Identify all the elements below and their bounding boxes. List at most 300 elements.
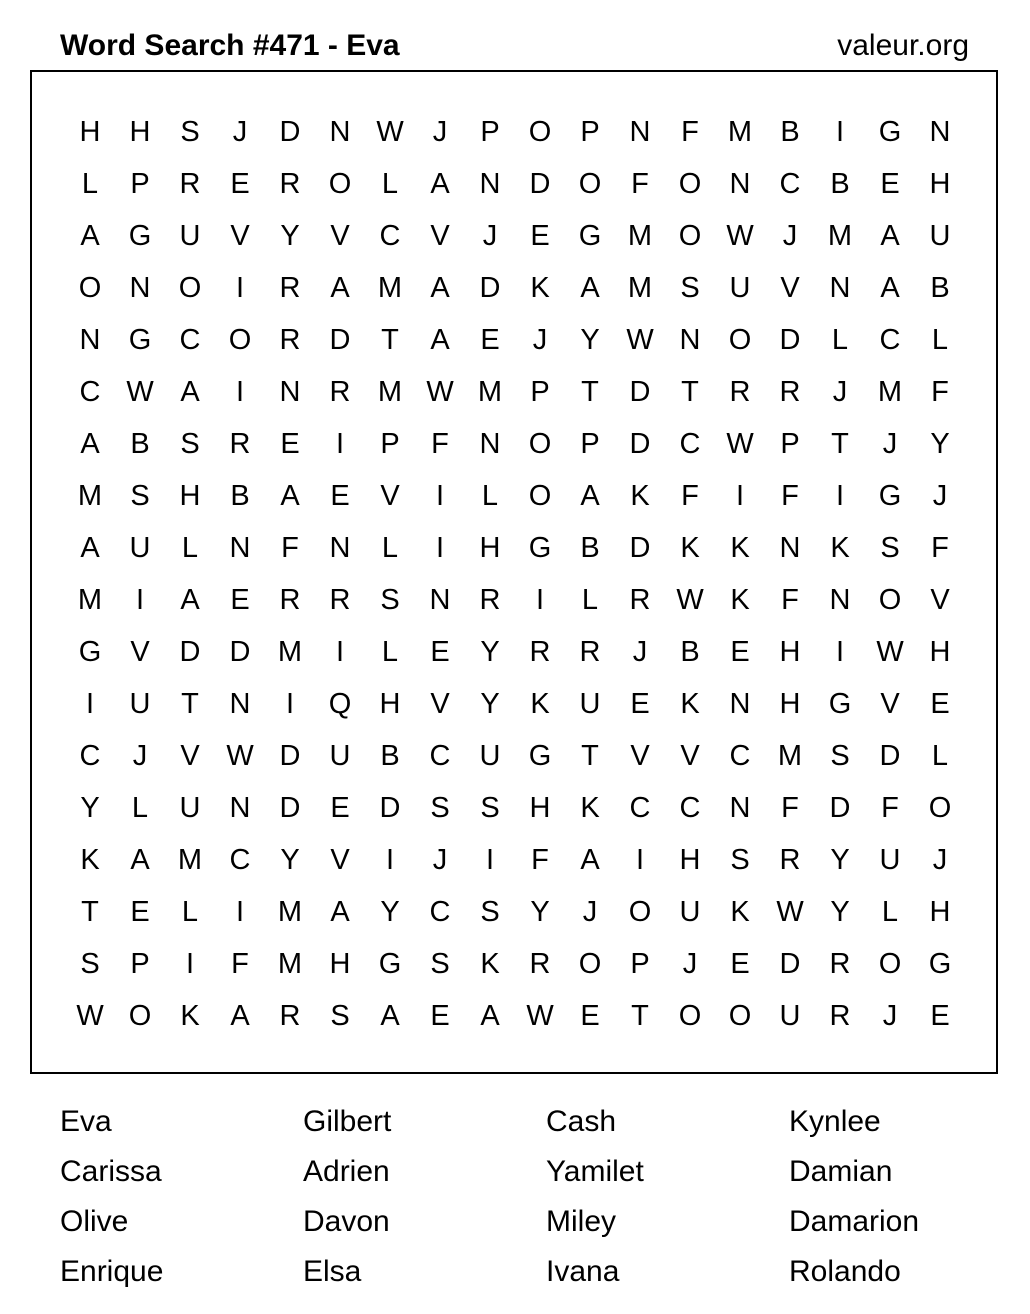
grid-cell: N (479, 427, 501, 460)
grid-row (65, 106, 965, 158)
grid-cell: V (880, 687, 900, 720)
grid-cell: P (480, 115, 500, 148)
grid-cell: B (130, 427, 150, 460)
grid-cell: S (430, 947, 450, 980)
grid-cell: N (79, 323, 101, 356)
grid-cell: A (330, 895, 350, 928)
grid-cell: W (126, 375, 154, 408)
grid-cell: V (630, 739, 650, 772)
grid-cell: A (80, 427, 100, 460)
grid-cell: P (630, 947, 650, 980)
grid-cell: N (479, 167, 501, 200)
grid-cell: U (129, 531, 151, 564)
grid-cell: O (678, 219, 702, 252)
grid-cell: S (330, 999, 350, 1032)
grid-cell: M (627, 271, 653, 304)
grid-row (65, 626, 965, 678)
grid-cell: E (580, 999, 600, 1032)
grid-cell: B (680, 635, 700, 668)
grid-cell: I (635, 843, 645, 876)
word-list-item: Kynlee (789, 1105, 881, 1138)
grid-cell: G (578, 219, 602, 252)
grid-cell: I (235, 895, 245, 928)
grid-cell: K (530, 271, 550, 304)
grid-row (65, 210, 965, 262)
grid-cell: J (532, 323, 548, 356)
grid-cell: C (429, 739, 451, 772)
grid-cell: J (682, 947, 698, 980)
grid-cell: N (229, 791, 251, 824)
grid-cell: M (77, 583, 103, 616)
grid-cell: B (930, 271, 950, 304)
grid-cell: F (781, 479, 799, 512)
grid-cell: E (430, 999, 450, 1032)
grid-cell: A (430, 167, 450, 200)
grid-cell: N (779, 531, 801, 564)
grid-cell: F (631, 167, 649, 200)
grid-cell: M (377, 271, 403, 304)
grid-cell: C (79, 739, 101, 772)
grid-row (65, 366, 965, 418)
grid-cell: H (929, 167, 951, 200)
grid-cell: K (180, 999, 200, 1032)
grid-cell: V (180, 739, 200, 772)
grid-cell: C (429, 895, 451, 928)
word-list-item: Ivana (546, 1255, 620, 1288)
grid-cell: D (329, 323, 351, 356)
grid-cell: K (730, 531, 750, 564)
grid-cell: J (832, 375, 848, 408)
grid-cell: D (779, 323, 801, 356)
grid-cell: S (680, 271, 700, 304)
grid-cell: O (228, 323, 252, 356)
grid-cell: F (931, 531, 949, 564)
grid-cell: K (680, 687, 700, 720)
grid-cell: W (76, 999, 104, 1032)
grid-cell: E (230, 583, 250, 616)
grid-cell: H (129, 115, 151, 148)
grid-cell: L (931, 323, 949, 356)
grid-cell: E (330, 479, 350, 512)
grid-cell: Y (830, 895, 850, 928)
grid-cell: C (79, 375, 101, 408)
grid-cell: T (681, 375, 699, 408)
grid-cell: C (729, 739, 751, 772)
grid-cell: R (829, 947, 851, 980)
grid-cell: U (179, 791, 201, 824)
grid-cell: W (626, 323, 654, 356)
grid-cell: A (280, 479, 300, 512)
grid-cell: H (529, 791, 551, 824)
grid-cell: U (879, 843, 901, 876)
grid-cell: L (381, 167, 399, 200)
grid-cell: U (679, 895, 701, 928)
grid-cell: V (930, 583, 950, 616)
grid-cell: L (131, 791, 149, 824)
grid-cell: L (481, 479, 499, 512)
grid-cell: M (477, 375, 503, 408)
grid-cell: A (580, 843, 600, 876)
grid-cell: R (529, 635, 551, 668)
grid-cell: N (329, 115, 351, 148)
grid-row (65, 990, 965, 1042)
grid-cell: G (528, 739, 552, 772)
grid-cell: V (230, 219, 250, 252)
grid-cell: N (629, 115, 651, 148)
grid-cell: O (328, 167, 352, 200)
grid-cell: G (828, 687, 852, 720)
grid-cell: C (879, 323, 901, 356)
grid-cell: B (380, 739, 400, 772)
grid-cell: J (132, 739, 148, 772)
grid-cell: I (335, 427, 345, 460)
grid-cell: E (430, 635, 450, 668)
grid-cell: K (730, 895, 750, 928)
word-list (60, 1097, 989, 1297)
grid-cell: E (280, 427, 300, 460)
grid-cell: P (580, 115, 600, 148)
grid-cell: U (729, 271, 751, 304)
grid-row (65, 522, 965, 574)
grid-cell: R (729, 375, 751, 408)
grid-cell: A (230, 999, 250, 1032)
grid-cell: S (80, 947, 100, 980)
grid-cell: V (430, 219, 450, 252)
grid-cell: M (727, 115, 753, 148)
grid-cell: V (330, 219, 350, 252)
grid-row (65, 262, 965, 314)
letter-grid (65, 106, 965, 1042)
grid-cell: R (529, 947, 551, 980)
grid-cell: V (430, 687, 450, 720)
puzzle-title: Word Search #471 - Eva (60, 29, 400, 62)
grid-cell: A (130, 843, 150, 876)
grid-cell: M (177, 843, 203, 876)
grid-cell: L (81, 167, 99, 200)
grid-cell: E (880, 167, 900, 200)
grid-cell: S (480, 895, 500, 928)
grid-cell: K (80, 843, 100, 876)
grid-cell: J (232, 115, 248, 148)
grid-cell: S (880, 531, 900, 564)
grid-cell: R (229, 427, 251, 460)
grid-cell: O (528, 427, 552, 460)
grid-cell: P (530, 375, 550, 408)
grid-cell: A (180, 375, 200, 408)
grid-cell: E (930, 687, 950, 720)
grid-row (65, 730, 965, 782)
grid-cell: J (882, 427, 898, 460)
grid-cell: O (178, 271, 202, 304)
grid-cell: U (329, 739, 351, 772)
grid-cell: M (277, 947, 303, 980)
grid-cell: F (231, 947, 249, 980)
grid-cell: L (831, 323, 849, 356)
grid-cell: F (431, 427, 449, 460)
grid-row (65, 470, 965, 522)
grid-cell: N (829, 583, 851, 616)
grid-row (65, 782, 965, 834)
grid-cell: H (779, 635, 801, 668)
grid-cell: O (678, 167, 702, 200)
grid-cell: R (279, 999, 301, 1032)
word-list-item: Rolando (789, 1255, 901, 1288)
grid-cell: Y (280, 843, 300, 876)
word-list-item: Eva (60, 1105, 112, 1138)
grid-cell: R (179, 167, 201, 200)
grid-cell: F (281, 531, 299, 564)
grid-cell: G (78, 635, 102, 668)
grid-cell: I (535, 583, 545, 616)
grid-row (65, 158, 965, 210)
grid-cell: O (528, 115, 552, 148)
grid-cell: A (430, 323, 450, 356)
grid-cell: I (185, 947, 195, 980)
grid-cell: J (432, 843, 448, 876)
grid-cell: E (130, 895, 150, 928)
grid-cell: E (480, 323, 500, 356)
grid-cell: Y (80, 791, 100, 824)
grid-cell: Y (580, 323, 600, 356)
grid-cell: P (380, 427, 400, 460)
grid-cell: L (581, 583, 599, 616)
grid-cell: Y (930, 427, 950, 460)
grid-cell: L (931, 739, 949, 772)
grid-cell: L (181, 531, 199, 564)
grid-cell: I (735, 479, 745, 512)
grid-cell: O (528, 479, 552, 512)
grid-cell: T (381, 323, 399, 356)
grid-cell: F (931, 375, 949, 408)
grid-cell: S (180, 427, 200, 460)
grid-cell: M (627, 219, 653, 252)
grid-cell: F (781, 583, 799, 616)
grid-cell: D (629, 531, 651, 564)
grid-cell: O (578, 947, 602, 980)
grid-cell: C (779, 167, 801, 200)
grid-cell: L (381, 531, 399, 564)
grid-cell: B (830, 167, 850, 200)
grid-cell: O (728, 999, 752, 1032)
grid-cell: U (479, 739, 501, 772)
grid-cell: N (729, 791, 751, 824)
grid-cell: W (726, 219, 754, 252)
grid-cell: S (480, 791, 500, 824)
grid-cell: L (381, 635, 399, 668)
grid-cell: K (480, 947, 500, 980)
grid-cell: R (629, 583, 651, 616)
grid-cell: W (526, 999, 554, 1032)
grid-cell: A (880, 271, 900, 304)
grid-cell: W (426, 375, 454, 408)
grid-cell: I (235, 271, 245, 304)
grid-cell: M (277, 635, 303, 668)
grid-cell: U (929, 219, 951, 252)
grid-cell: S (830, 739, 850, 772)
grid-cell: O (78, 271, 102, 304)
grid-cell: N (929, 115, 951, 148)
grid-cell: B (780, 115, 800, 148)
grid-cell: Y (280, 219, 300, 252)
grid-cell: T (831, 427, 849, 460)
grid-cell: A (580, 271, 600, 304)
grid-cell: I (335, 635, 345, 668)
grid-cell: O (128, 999, 152, 1032)
grid-cell: D (629, 427, 651, 460)
grid-cell: C (229, 843, 251, 876)
grid-cell: H (679, 843, 701, 876)
grid-cell: G (128, 219, 152, 252)
grid-cell: K (830, 531, 850, 564)
word-list-item: Elsa (303, 1255, 362, 1288)
grid-cell: K (680, 531, 700, 564)
grid-cell: I (135, 583, 145, 616)
grid-cell: M (377, 375, 403, 408)
grid-cell: Y (380, 895, 400, 928)
word-list-item: Adrien (303, 1155, 390, 1188)
grid-cell: K (730, 583, 750, 616)
grid-cell: C (679, 791, 701, 824)
grid-cell: F (531, 843, 549, 876)
grid-cell: R (329, 583, 351, 616)
letter-grid-frame (30, 70, 998, 1074)
grid-cell: T (581, 739, 599, 772)
grid-cell: G (528, 531, 552, 564)
grid-cell: J (432, 115, 448, 148)
grid-cell: T (81, 895, 99, 928)
grid-cell: L (881, 895, 899, 928)
grid-cell: U (579, 687, 601, 720)
grid-row (65, 834, 965, 886)
grid-cell: N (229, 687, 251, 720)
grid-cell: G (878, 115, 902, 148)
grid-cell: D (879, 739, 901, 772)
grid-cell: L (181, 895, 199, 928)
grid-cell: H (329, 947, 351, 980)
grid-cell: J (782, 219, 798, 252)
grid-cell: V (680, 739, 700, 772)
grid-cell: K (530, 687, 550, 720)
grid-cell: Q (328, 687, 352, 720)
grid-cell: U (129, 687, 151, 720)
grid-cell: E (230, 167, 250, 200)
grid-cell: W (876, 635, 904, 668)
grid-cell: J (932, 843, 948, 876)
grid-cell: N (829, 271, 851, 304)
grid-cell: T (181, 687, 199, 720)
grid-row (65, 418, 965, 470)
grid-cell: A (580, 479, 600, 512)
grid-row (65, 314, 965, 366)
grid-cell: N (229, 531, 251, 564)
grid-cell: I (835, 635, 845, 668)
grid-cell: D (629, 375, 651, 408)
grid-cell: O (928, 791, 952, 824)
grid-cell: C (629, 791, 651, 824)
word-list-item: Damian (789, 1155, 893, 1188)
grid-cell: R (279, 271, 301, 304)
word-list-item: Enrique (60, 1255, 164, 1288)
grid-cell: H (379, 687, 401, 720)
grid-cell: I (485, 843, 495, 876)
grid-cell: D (279, 115, 301, 148)
grid-cell: G (928, 947, 952, 980)
grid-cell: C (179, 323, 201, 356)
grid-cell: M (827, 219, 853, 252)
grid-cell: O (678, 999, 702, 1032)
grid-cell: E (730, 947, 750, 980)
grid-cell: R (279, 583, 301, 616)
grid-cell: I (235, 375, 245, 408)
grid-cell: N (129, 271, 151, 304)
grid-cell: A (880, 219, 900, 252)
grid-cell: Y (480, 635, 500, 668)
grid-cell: N (429, 583, 451, 616)
grid-cell: E (930, 999, 950, 1032)
grid-cell: W (726, 427, 754, 460)
grid-cell: D (779, 947, 801, 980)
grid-cell: E (730, 635, 750, 668)
grid-cell: S (180, 115, 200, 148)
grid-cell: A (330, 271, 350, 304)
grid-cell: D (229, 635, 251, 668)
grid-cell: H (929, 635, 951, 668)
grid-cell: B (580, 531, 600, 564)
grid-cell: K (630, 479, 650, 512)
site-name: valeur.org (837, 29, 969, 62)
grid-cell: M (877, 375, 903, 408)
grid-cell: W (776, 895, 804, 928)
grid-cell: J (632, 635, 648, 668)
grid-cell: P (580, 427, 600, 460)
grid-cell: H (779, 687, 801, 720)
grid-cell: T (581, 375, 599, 408)
word-list-item: Yamilet (546, 1155, 644, 1188)
grid-cell: P (780, 427, 800, 460)
grid-cell: R (329, 375, 351, 408)
grid-cell: O (728, 323, 752, 356)
grid-cell: D (279, 739, 301, 772)
word-list-item: Gilbert (303, 1105, 392, 1138)
grid-cell: F (681, 479, 699, 512)
grid-cell: S (730, 843, 750, 876)
grid-cell: T (631, 999, 649, 1032)
grid-cell: P (130, 947, 150, 980)
grid-cell: H (179, 479, 201, 512)
grid-cell: J (932, 479, 948, 512)
grid-cell: S (380, 583, 400, 616)
grid-cell: R (829, 999, 851, 1032)
grid-cell: W (376, 115, 404, 148)
grid-cell: V (380, 479, 400, 512)
grid-cell: R (279, 323, 301, 356)
grid-cell: R (279, 167, 301, 200)
grid-cell: G (878, 479, 902, 512)
grid-cell: W (676, 583, 704, 616)
grid-cell: B (230, 479, 250, 512)
grid-cell: D (479, 271, 501, 304)
grid-cell: S (430, 791, 450, 824)
grid-cell: H (929, 895, 951, 928)
grid-cell: G (378, 947, 402, 980)
grid-cell: Y (480, 687, 500, 720)
grid-cell: S (130, 479, 150, 512)
grid-cell: R (479, 583, 501, 616)
grid-cell: M (77, 479, 103, 512)
grid-cell: J (882, 999, 898, 1032)
grid-cell: H (479, 531, 501, 564)
grid-cell: J (482, 219, 498, 252)
